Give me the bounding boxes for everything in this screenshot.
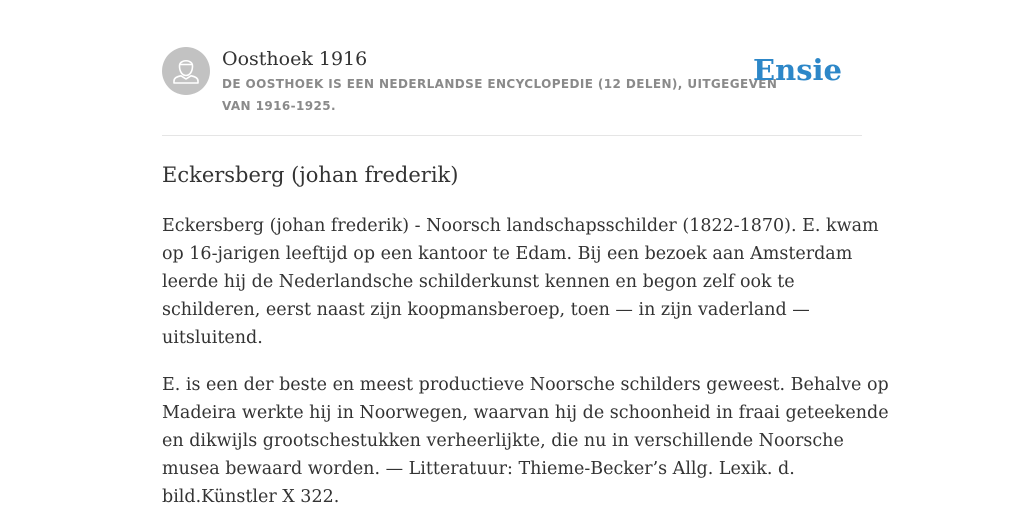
ensie-logo[interactable]: Ensie [753, 53, 842, 87]
paragraph-line: schilderen, eerst naast zijn koopmansberoep, toen — in zijn vaderland — [162, 300, 810, 320]
paragraph-line: E. is een der beste en meest productieve Noorsche schilders geweest. Behalve op [162, 375, 889, 395]
source-name[interactable]: Oosthoek 1916 [222, 48, 368, 70]
paragraph-line: Madeira werkte hij in Noorwegen, waarvan hij de schoonheid in fraai geteekende [162, 403, 889, 423]
paragraph-line: bild.Künstler X 322. [162, 487, 340, 507]
paragraph-line: op 16-jarigen leeftijd op een kantoor te Edam. Bij een bezoek aan Amsterdam [162, 244, 853, 264]
article-paragraph [162, 212, 879, 352]
paragraph-line: en dikwijls grootschestukken verheerlijkte, die nu in verschillende Noorsche [162, 431, 844, 451]
source-description-line: VAN 1916-1925. [222, 99, 336, 113]
paragraph-line: leerde hij de Nederlandsche schilderkunst kennen en begon zelf ook te [162, 272, 795, 292]
article-body [162, 212, 889, 512]
user-icon [162, 47, 210, 95]
source-description-line: DE OOSTHOEK IS EEN NEDERLANDSE ENCYCLOPEDIE (12 DELEN), UITGEGEVEN [222, 77, 778, 91]
article-paragraph [162, 371, 889, 511]
header-divider [162, 135, 862, 136]
paragraph-line: musea bewaard worden. — Litteratuur: Thieme-Becker’s Allg. Lexik. d. [162, 459, 795, 479]
source-description [222, 73, 778, 117]
paragraph-line: uitsluitend. [162, 328, 263, 348]
paragraph-line: Eckersberg (johan frederik) - Noorsch landschapsschilder (1822-1870). E. kwam [162, 216, 879, 236]
source-header [162, 47, 862, 135]
article-title: Eckersberg (johan frederik) [162, 163, 459, 187]
